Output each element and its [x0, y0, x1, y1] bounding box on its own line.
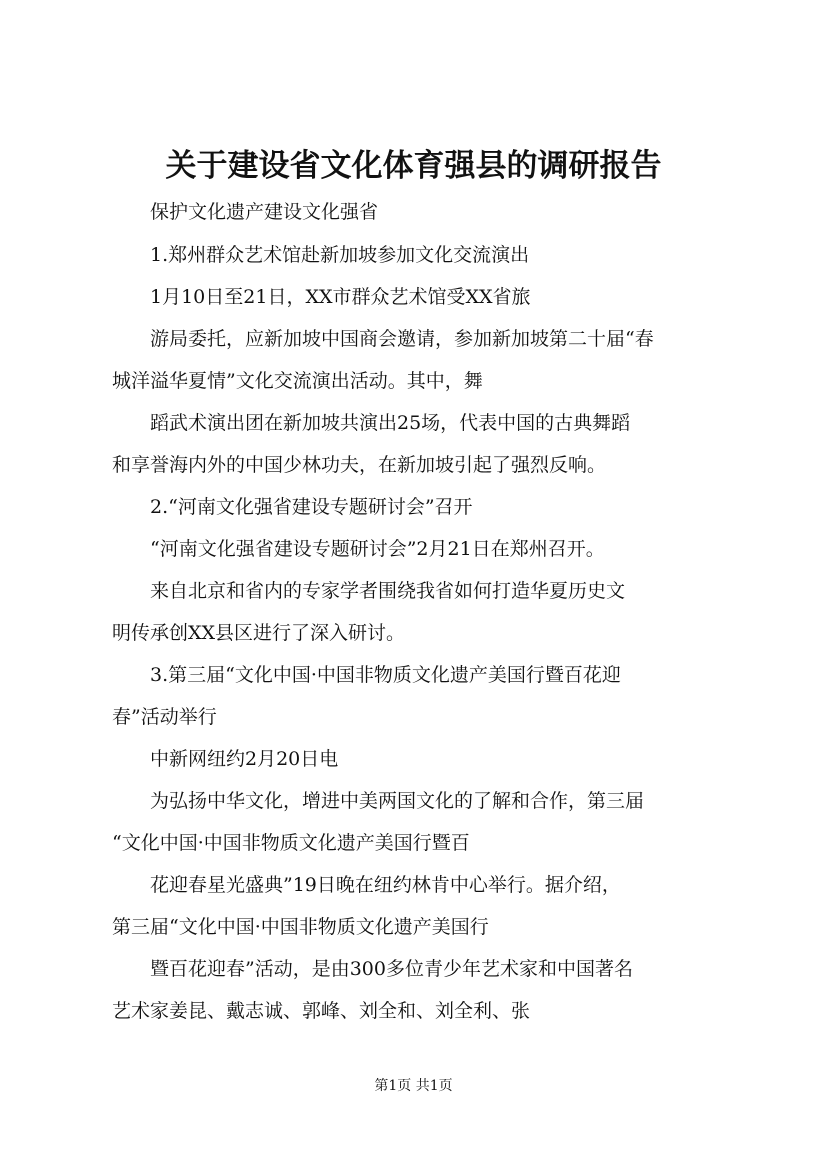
text-line: 3.第三届“文化中国·中国非物质文化遗产美国行暨百花迎: [150, 664, 621, 686]
text-line: 2.“河南文化强省建设专题研讨会”召开: [150, 496, 473, 518]
text-line: 花迎春星光盛典”19日晚在纽约林肯中心举行。据介绍，: [150, 874, 621, 896]
text-line: 第三届“文化中国·中国非物质文化遗产美国行: [112, 916, 489, 938]
document-title: 关于建设省文化体育强县的调研报告: [165, 148, 662, 184]
text-line: 艺术家姜昆、戴志诚、郭峰、刘全和、刘全利、张: [112, 1000, 531, 1022]
page-footer: 第1页 共1页: [374, 1078, 453, 1094]
text-line: 明传承创XX县区进行了深入研讨。: [112, 622, 406, 644]
text-line: 游局委托，应新加坡中国商会邀请，参加新加坡第二十届“春: [150, 328, 654, 350]
text-line: 城洋溢华夏情”文化交流演出活动。其中，舞: [112, 370, 483, 392]
text-line: 来自北京和省内的专家学者围绕我省如何打造华夏历史文: [150, 580, 626, 602]
text-line: “河南文化强省建设专题研讨会”2月21日在郑州召开。: [150, 538, 605, 560]
text-line: 和享誉海内外的中国少林功夫，在新加坡引起了强烈反响。: [112, 454, 607, 476]
text-line: 春”活动举行: [112, 706, 217, 728]
text-line: 1月10日至21日，XX市群众艺术馆受XX省旅: [150, 286, 531, 308]
text-line: “文化中国·中国非物质文化遗产美国行暨百: [112, 832, 470, 854]
text-line: 为弘扬中华文化，增进中美两国文化的了解和合作，第三届: [150, 790, 645, 812]
text-line: 蹈武术演出团在新加坡共演出25场，代表中国的古典舞蹈: [150, 412, 631, 434]
text-line: 保护文化遗产建设文化强省: [150, 201, 379, 223]
text-line: 暨百花迎春”活动，是由300多位青少年艺术家和中国著名: [150, 958, 633, 980]
text-line: 1.郑州群众艺术馆赴新加坡参加文化交流演出: [150, 244, 530, 266]
text-line: 中新网纽约2月20日电: [150, 748, 339, 770]
